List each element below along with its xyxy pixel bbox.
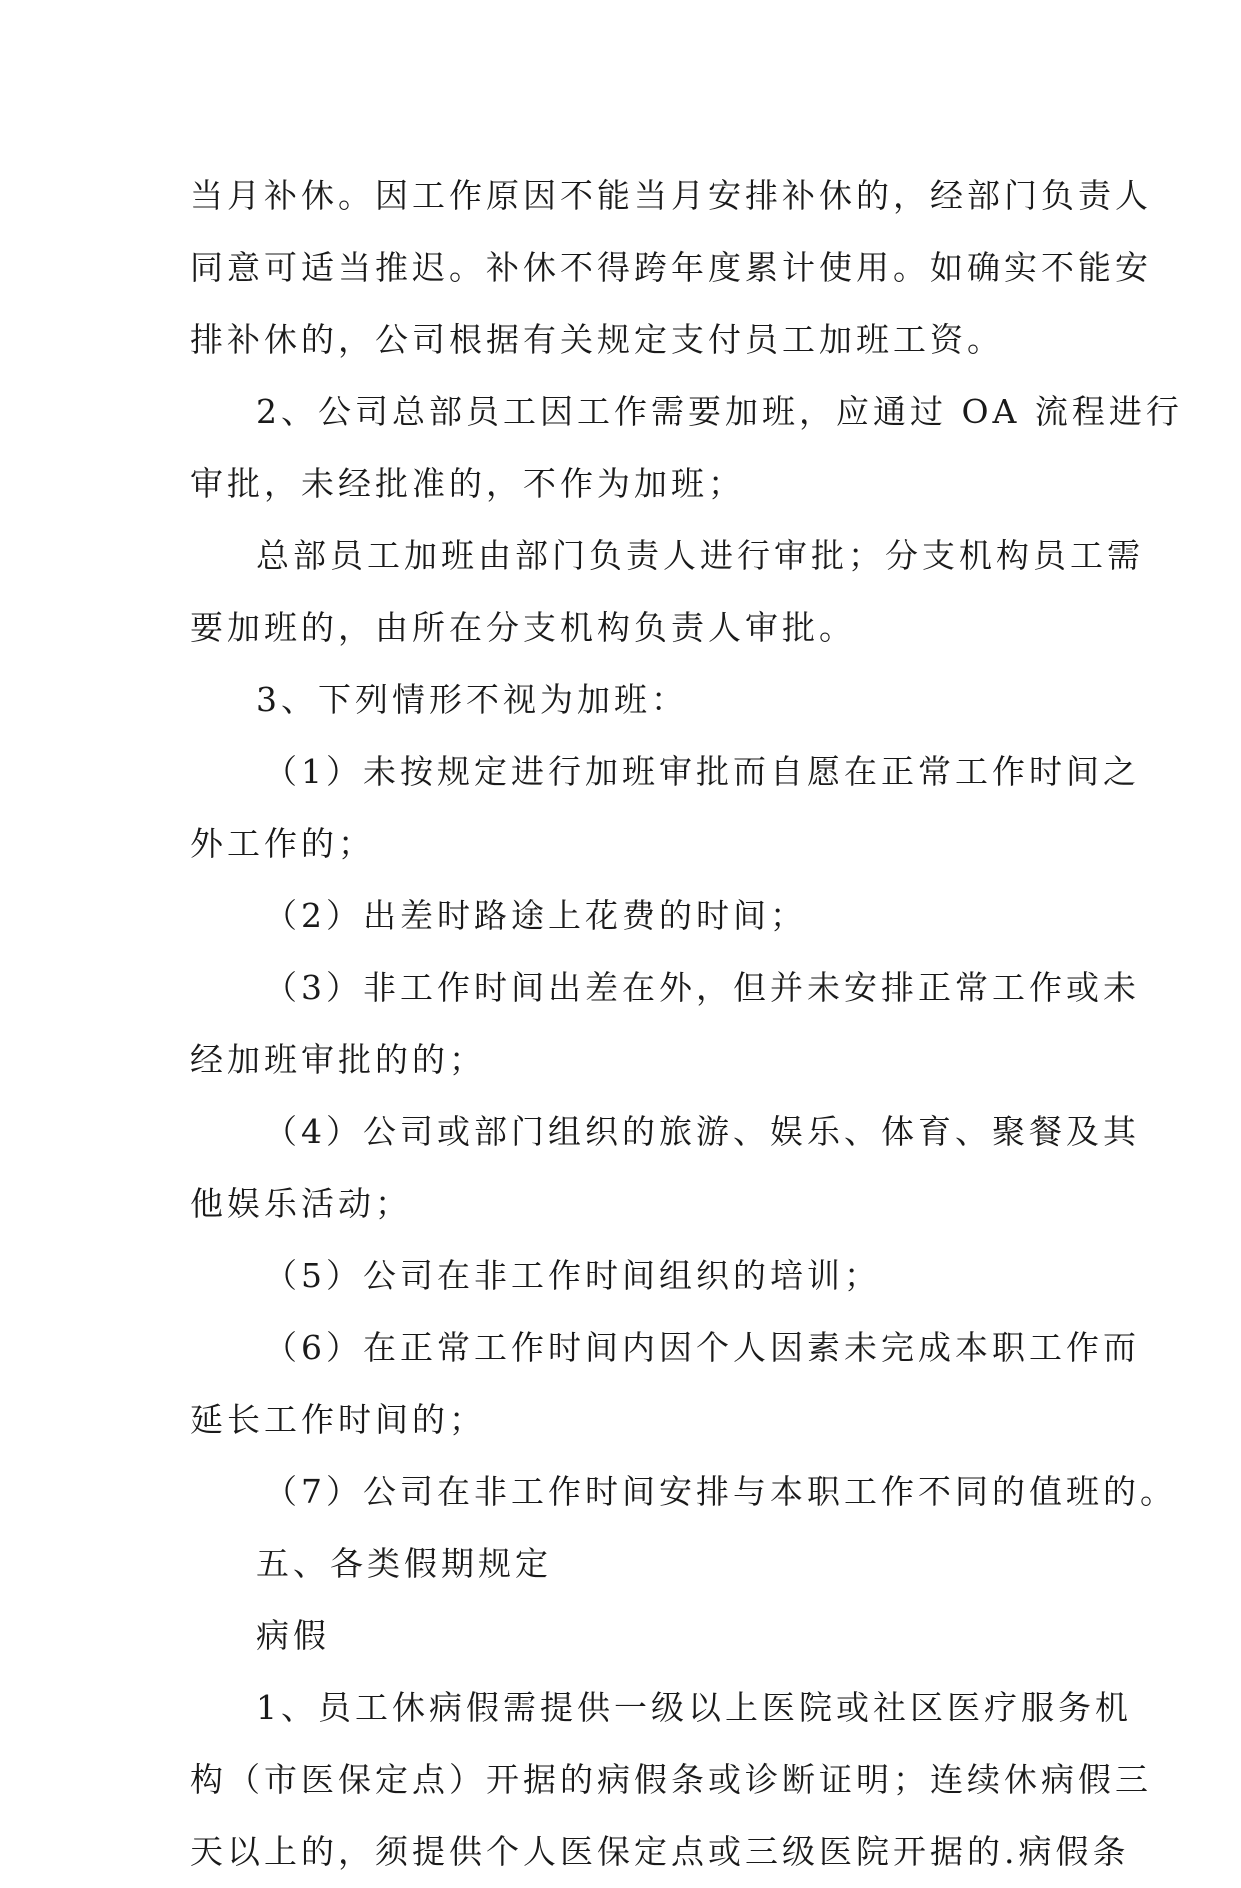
paragraph-line: 要加班的，由所在分支机构负责人审批。 bbox=[190, 608, 856, 647]
list-item-line: （1）未按规定进行加班审批而自愿在正常工作时间之 bbox=[264, 752, 1140, 791]
paragraph-line: 1、员工休病假需提供一级以上医院或社区医疗服务机 bbox=[256, 1688, 1132, 1727]
paragraph-line: 总部员工加班由部门负责人进行审批；分支机构员工需 bbox=[256, 536, 1144, 575]
subsection-heading: 病假 bbox=[256, 1616, 330, 1655]
list-item-line: （6）在正常工作时间内因个人因素未完成本职工作而 bbox=[264, 1328, 1140, 1367]
paragraph-line: 同意可适当推迟。补休不得跨年度累计使用。如确实不能安 bbox=[190, 248, 1152, 287]
paragraph-line: 天以上的，须提供个人医保定点或三级医院开据的.病假条 bbox=[190, 1832, 1130, 1871]
paragraph-line: 排补休的，公司根据有关规定支付员工加班工资。 bbox=[190, 320, 1004, 359]
list-item-line: 延长工作时间的； bbox=[190, 1400, 486, 1439]
list-item-line: （7）公司在非工作时间安排与本职工作不同的值班的。 bbox=[264, 1472, 1177, 1511]
list-item-line: （4）公司或部门组织的旅游、娱乐、体育、聚餐及其 bbox=[264, 1112, 1140, 1151]
list-item-line: （5）公司在非工作时间组织的培训； bbox=[264, 1256, 881, 1295]
paragraph-line: 构（市医保定点）开据的病假条或诊断证明；连续休病假三 bbox=[190, 1760, 1152, 1799]
list-item-line: （3）非工作时间出差在外，但并未安排正常工作或未 bbox=[264, 968, 1140, 1007]
list-item-line: 经加班审批的的； bbox=[190, 1040, 486, 1079]
paragraph-line: 3、下列情形不视为加班： bbox=[256, 680, 688, 719]
list-item-line: 他娱乐活动； bbox=[190, 1184, 412, 1223]
paragraph-line: 审批，未经批准的，不作为加班； bbox=[190, 464, 745, 503]
document-body bbox=[190, 160, 1183, 1888]
list-item-line: 外工作的； bbox=[190, 824, 375, 863]
paragraph-line: 当月补休。因工作原因不能当月安排补休的，经部门负责人 bbox=[190, 176, 1152, 215]
paragraph-line: 2、公司总部员工因工作需要加班，应通过 OA 流程进行 bbox=[256, 392, 1183, 431]
list-item-line: （2）出差时路途上花费的时间； bbox=[264, 896, 807, 935]
section-heading: 五、各类假期规定 bbox=[256, 1544, 552, 1583]
